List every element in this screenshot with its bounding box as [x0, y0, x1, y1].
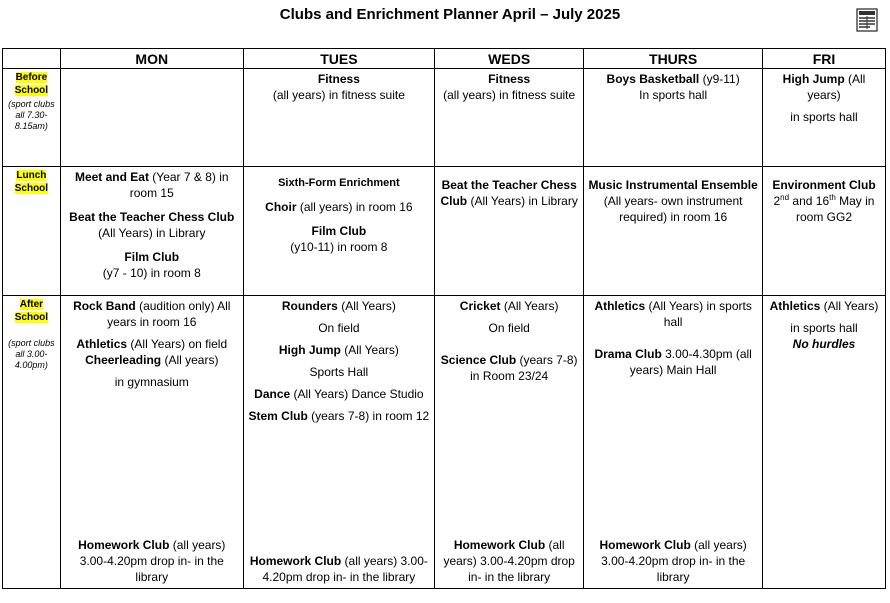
- club-detail: (years 7-8) in room 12: [307, 409, 430, 423]
- club-title: Rock Band: [73, 299, 136, 313]
- club-detail: (All Years): [340, 343, 399, 357]
- cell-thurs-after: [584, 296, 763, 589]
- club-location: Sports Hall: [309, 365, 369, 379]
- row-label-text: Before School: [14, 72, 49, 96]
- header-day: MON: [60, 49, 243, 69]
- club-title: Music Instrumental Ensemble: [588, 178, 758, 192]
- club-years: (All years): [807, 72, 866, 102]
- club-title: Fitness: [488, 72, 531, 86]
- club-detail: 3.00-4.30pm (all years) Main Hall: [629, 347, 752, 377]
- cell-thurs-before: [584, 69, 763, 167]
- club-detail: (all years) in fitness suite: [443, 88, 576, 102]
- header-day: WEDS: [435, 49, 584, 69]
- club-detail: (All Years) on field: [127, 337, 228, 351]
- club-title: Athletics: [769, 299, 821, 313]
- cell-fri-after: [762, 296, 885, 589]
- cell-weds-lunch: [435, 167, 584, 296]
- club-title: Beat the Teacher Chess Club: [440, 178, 577, 208]
- club-detail: (Year 7 & 8) in room 15: [129, 170, 229, 200]
- cell-mon-before: [60, 69, 243, 167]
- row-label-before: [3, 69, 61, 167]
- cell-mon-lunch: [60, 167, 243, 296]
- club-title: Stem Club: [248, 409, 308, 423]
- club-detail: (y10-11) in room 8: [290, 240, 388, 254]
- row-label-after: [3, 296, 61, 589]
- page-title: Clubs and Enrichment Planner April – July 2025: [279, 6, 621, 23]
- club-detail: (All Years): [820, 299, 879, 313]
- club-title: Fitness: [317, 72, 360, 86]
- cell-mon-after: [60, 296, 243, 589]
- club-title: Boys Basketball: [606, 72, 700, 86]
- row-before-school: [3, 69, 886, 167]
- club-detail: (all years) 3.00-4.20pm drop in- in the library: [601, 538, 747, 584]
- header-day: THURS: [584, 49, 763, 69]
- club-title: Drama Club: [594, 347, 662, 361]
- club-detail: (All years- own instrument required) in room 16: [603, 194, 743, 224]
- club-detail: (years 7-8) in Room 23/24: [470, 353, 578, 383]
- cell-tues-after: [243, 296, 434, 589]
- club-title: Environment Club: [772, 178, 876, 192]
- header-row: [3, 49, 886, 69]
- club-note: No hurdles: [792, 337, 856, 351]
- header-day: FRI: [762, 49, 885, 69]
- club-detail: (audition only) All years in room 16: [107, 299, 231, 329]
- homework-club: [587, 537, 759, 585]
- club-title: Homework Club: [453, 538, 546, 552]
- row-label-lunch: [3, 167, 61, 296]
- cell-tues-lunch: [243, 167, 434, 296]
- cell-weds-before: [435, 69, 584, 167]
- cell-fri-before: [762, 69, 885, 167]
- club-title: Meet and Eat: [74, 170, 149, 184]
- cell-weds-after: [435, 296, 584, 589]
- cell-thurs-lunch: [584, 167, 763, 296]
- club-detail: (all years) 3.00-4.20pm drop in- in the library: [262, 554, 428, 584]
- club-detail: (All Years) Dance Studio: [290, 387, 424, 401]
- cell-tues-before: [243, 69, 434, 167]
- club-title: Choir: [265, 200, 297, 214]
- club-title: Homework Club: [78, 538, 170, 552]
- club-title: Dance: [254, 387, 291, 401]
- row-lunch-school: [3, 167, 886, 296]
- club-title: Cheerleading: [85, 353, 162, 367]
- club-detail: (All Years) in sports hall: [645, 299, 752, 329]
- club-detail: in sports hall: [790, 110, 858, 124]
- club-title: Sixth-Form Enrichment: [278, 177, 400, 189]
- club-detail: (All Years) in Library: [98, 226, 206, 240]
- club-location: in gymnasium: [114, 375, 189, 389]
- document-icon: [856, 8, 878, 32]
- club-detail: In sports hall: [639, 88, 708, 102]
- club-title: Film Club: [124, 250, 180, 264]
- header-corner: [3, 49, 61, 69]
- club-detail: (all years) in room 16: [296, 200, 413, 214]
- club-detail: (y7 - 10) in room 8: [102, 266, 201, 280]
- club-title: Homework Club: [599, 538, 691, 552]
- cell-fri-lunch: [762, 167, 885, 296]
- club-title: Cricket: [459, 299, 501, 313]
- club-detail: 2nd and 16th May in room GG2: [773, 193, 875, 224]
- club-title: Athletics: [594, 299, 646, 313]
- homework-club: [438, 537, 580, 585]
- club-detail: (All years): [161, 353, 219, 367]
- row-after-school: [3, 296, 886, 589]
- club-title: Beat the Teacher Chess Club: [69, 210, 235, 224]
- club-title: High Jump: [782, 72, 845, 86]
- club-title: Athletics: [76, 337, 128, 351]
- club-detail: (All Years) in Library: [467, 194, 578, 208]
- club-title: Homework Club: [249, 554, 342, 568]
- club-title: Film Club: [311, 224, 367, 238]
- club-detail: (all years) in fitness suite: [272, 88, 405, 102]
- club-years: (y9-11): [699, 72, 740, 86]
- club-location: On field: [318, 321, 360, 335]
- homework-club: [64, 537, 240, 585]
- club-location: On field: [488, 321, 530, 335]
- homework-club: [247, 553, 431, 585]
- club-detail: (All Years): [337, 299, 396, 313]
- club-location: in sports hall: [790, 321, 858, 335]
- club-detail: (All Years): [500, 299, 559, 313]
- header-day: TUES: [243, 49, 434, 69]
- row-label-note: (sport clubs all 7.30-8.15am): [8, 99, 55, 131]
- club-title: Rounders: [281, 299, 338, 313]
- club-detail: (all years) 3.00-4.20pm drop in- in the library: [443, 538, 575, 584]
- club-detail: (all years) 3.00-4.20pm drop in- in the library: [79, 538, 226, 584]
- club-title: High Jump: [278, 343, 341, 357]
- row-label-text: Lunch School: [14, 170, 49, 194]
- planner-table: [2, 48, 886, 589]
- row-label-text: After School: [14, 299, 49, 323]
- row-label-note: (sport clubs all 3.00-4.00pm): [8, 338, 55, 370]
- club-title: Science Club: [440, 353, 517, 367]
